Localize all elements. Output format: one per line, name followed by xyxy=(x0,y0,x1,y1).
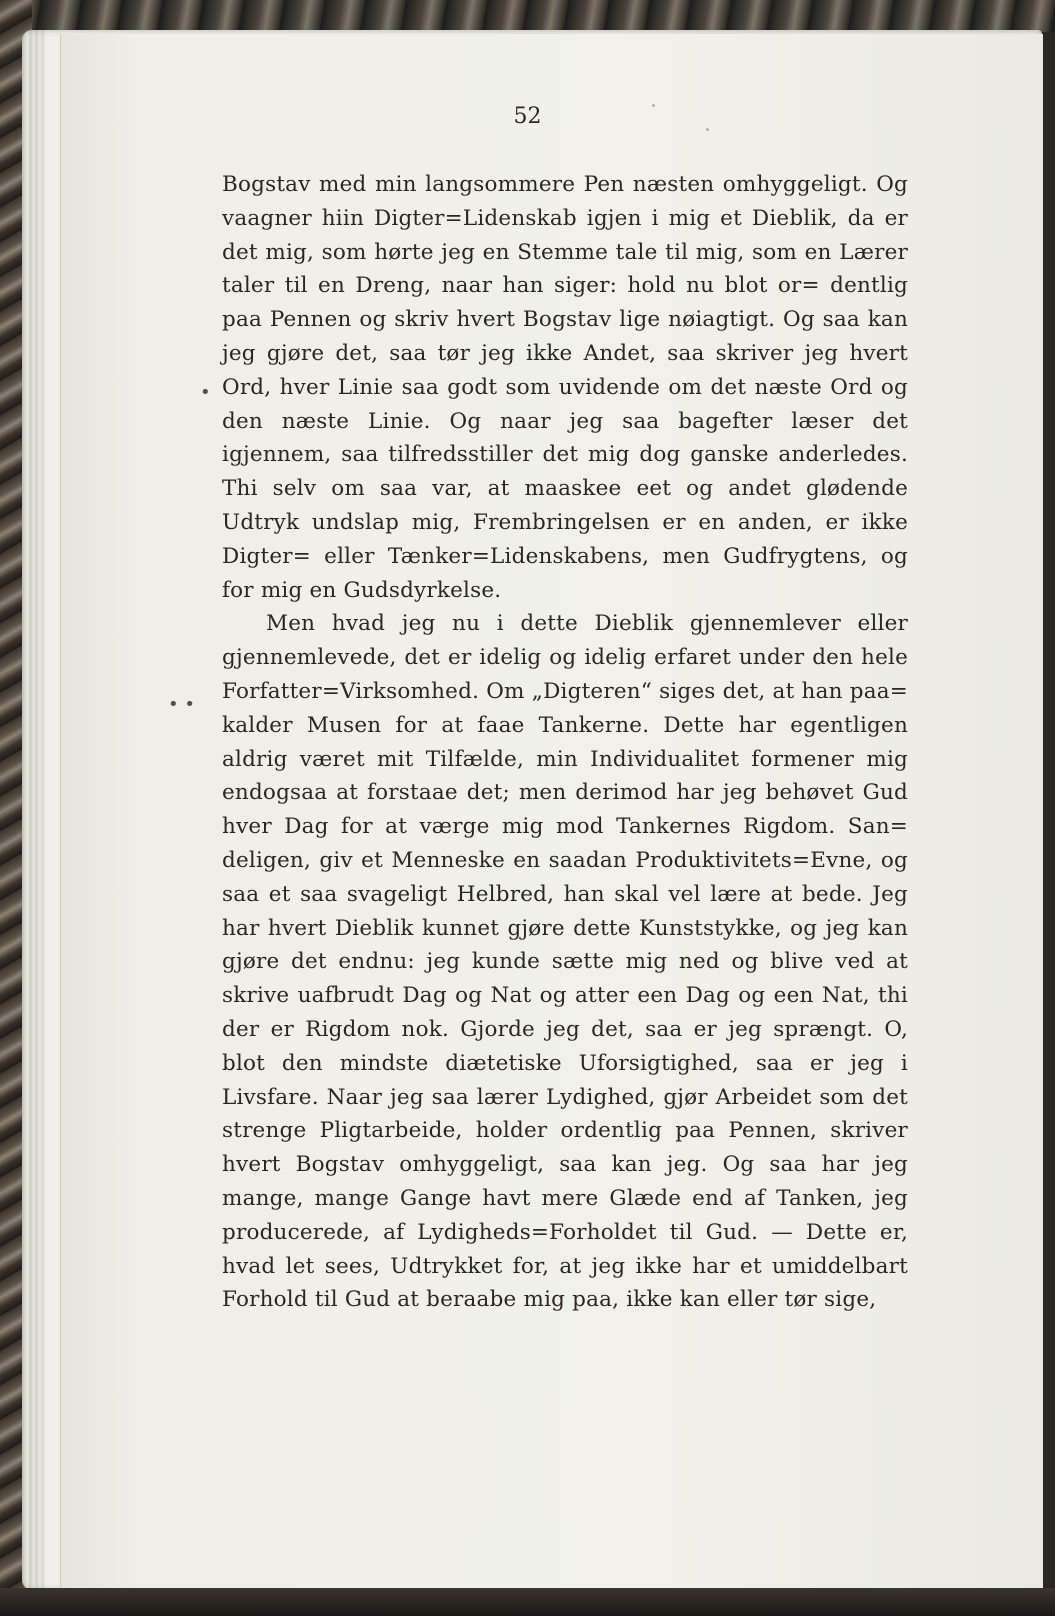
paragraph-1: Bogstav med min langsommere Pen næsten omhyggeligt. Og vaagner hiin Digter=Lidenskab igjen i mig et Dieblik, da er det mig, som hørte jeg en Stemme tale til mig, som en Lærer taler til en Dreng, naar han siger: hold nu blot or= dentlig paa Pennen og skriv hvert Bogstav lige nøiagtigt. Og saa kan jeg gjøre det, saa tør jeg ikke Andet, saa skriver jeg hvert Ord, hver Linie saa godt som uvidende om det næste Ord og den næste Linie. Og naar jeg saa bagefter læser det igjennem, saa tilfredsstiller det mig dog ganske anderledes. Thi selv om saa var, at maaskee eet og andet glødende Udtryk undslap mig, Frembringelsen er en anden, er ikke Digter= eller Tænker=Lidenskabens, men Gudfrygtens, og for mig en Gudsdyrkelse. xyxy=(222,172,908,603)
body-text xyxy=(222,168,908,1317)
margin-mark: • xyxy=(200,382,211,403)
margin-mark: • • xyxy=(168,694,195,715)
page-number: 52 xyxy=(513,104,542,129)
book-top-edge xyxy=(0,0,1055,32)
paragraph-2: Men hvad jeg nu i dette Dieblik gjennemlever eller gjennemlevede, det er idelig og idelig erfaret under den hele Forfatter=Virksomhed. Om „Digteren“ siges det, at han paa= kalder Musen for at faae Tankerne. Dette har egentligen aldrig været mit Tilfælde, min Individualitet formener mig endogsaa at forstaae det; men derimod har jeg behøvet Gud hver Dag for at værge mig mod Tankernes Rigdom. San= deligen, giv et Menneske en saadan Produktivitets=Evne, og saa et saa svageligt Helbred, han skal vel lære at bede. Jeg har hvert Dieblik kunnet gjøre dette Kunststykke, og jeg kan gjøre det endnu: jeg kunde sætte mig ned og blive ved at skrive uafbrudt Dag og Nat og atter een Dag og een Nat, thi der er Rigdom nok. Gjorde jeg det, saa er jeg sprængt. O, blot den mindste diætetiske Uforsigtighed, saa er jeg i Livsfare. Naar jeg saa lærer Lydighed, gjør Arbeidet som det strenge Pligtarbeide, holder ordentlig paa Pennen, skriver hvert Bogstav omhyggeligt, saa kan jeg. Og saa har jeg mange, mange Gange havt mere Glæde end af Tanken, jeg producerede, af Lydigheds=Forholdet til Gud. — Dette er, hvad let sees, Udtrykket for, at jeg ikke har et umiddelbart Forhold til Gud at beraabe mig paa, ikke kan eller tør sige, xyxy=(222,611,908,1313)
book-bottom-edge xyxy=(0,1588,1055,1616)
